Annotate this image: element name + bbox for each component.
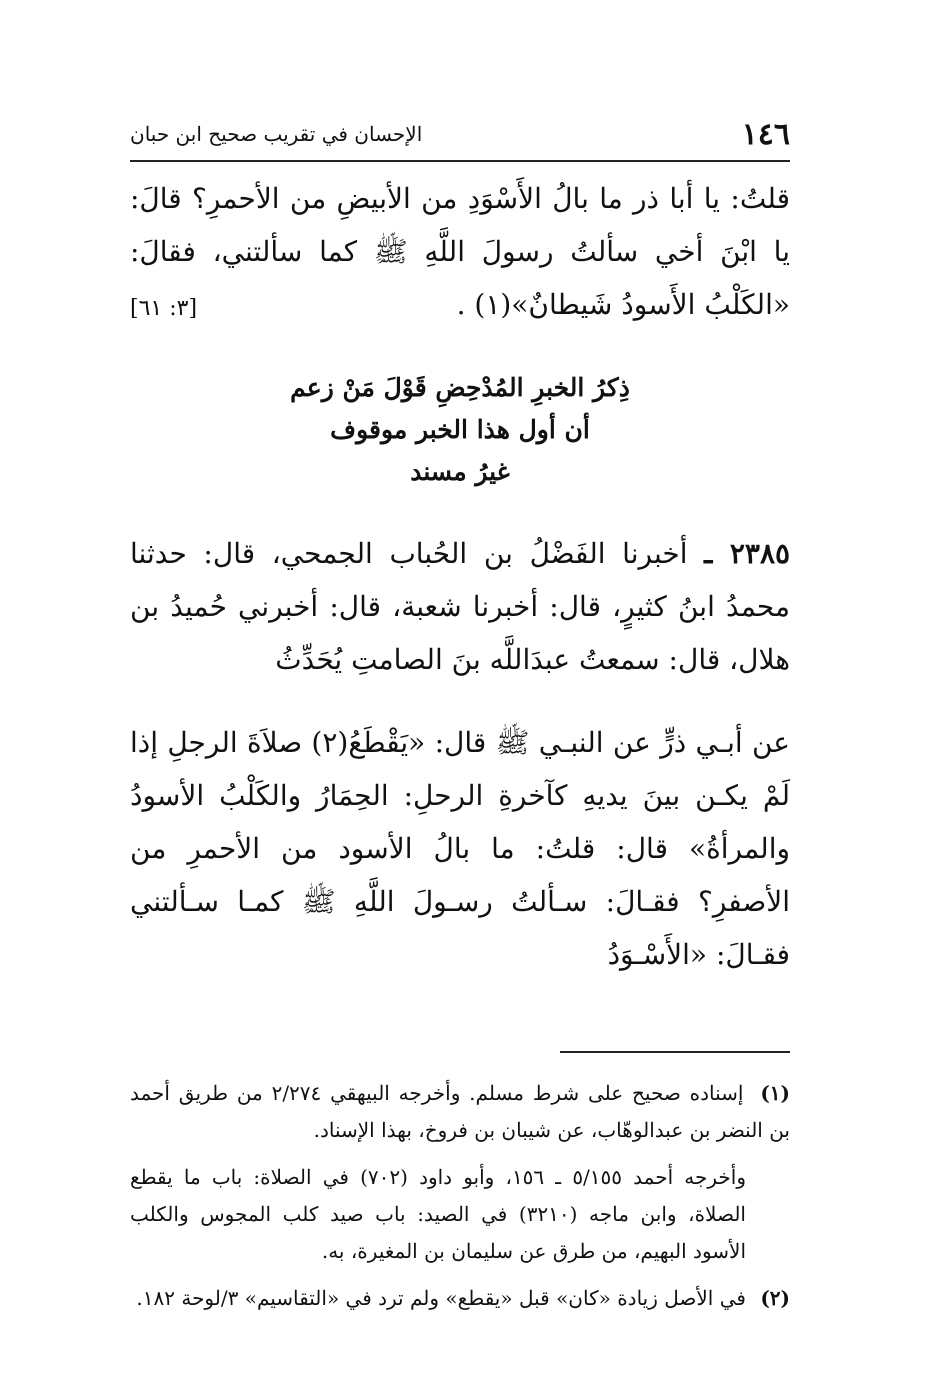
- footnote-1: [130, 1075, 790, 1149]
- running-title: الإحسان في تقريب صحيح ابن حبان: [130, 122, 423, 146]
- page-number: ١٤٦: [741, 116, 790, 152]
- opening-citation: [٣: ٦١]: [130, 296, 198, 321]
- chapter-heading: [130, 367, 790, 493]
- page-header: [130, 108, 790, 162]
- footnote-1-text: إسناده صحيح على شرط مسلم. وأخرجه البيهقي ٢/٢٧٤ من طريق أحمد بن النضر بن عبدالوهّاب، عن شيبان بن فروخ، بهذا الإسناد.: [130, 1081, 790, 1142]
- chapter-heading-line-1: ذِكرُ الخبرِ المُدْحِضِ قَوْلَ مَنْ زعم: [290, 373, 630, 402]
- opening-paragraph: [130, 172, 790, 331]
- hadith-matn-paragraph: [130, 716, 790, 981]
- opening-text: قلتُ: يا أبا ذر ما بالُ الأَسْوَدِ من الأبيضِ من الأحمرِ؟ قالَ: يا ابْنَ أخي سألتُ رسولَ اللَّهِ ﷺ كما سألتني، فقالَ: «الكَلْبُ الأَسودُ شَيطانٌ»(١) .: [130, 182, 790, 321]
- chapter-heading-line-3: غيرُ مسند: [410, 457, 510, 486]
- hadith-isnad-paragraph: [130, 527, 790, 686]
- footnote-2-text: في الأصل زيادة «كان» قبل «يقطع» ولم ترد في «التقاسيم» ٣/لوحة ١٨٢.: [136, 1286, 746, 1310]
- hadith-matn: عن أبـي ذرٍّ عن النبـي ﷺ قال: «يَقْطَعُ(٢) صلاَةَ الرجلِ إذا لَمْ يكـن بينَ يديهِ كآخرةِ الرحلِ: الحِمَارُ والكَلْبُ الأسودُ والمرأةُ» قال: قلتُ: ما بالُ الأسود من الأحمرِ من الأصفرِ؟ فقـالَ: سـألتُ رسـولَ اللَّهِ ﷺ كمـا سـألتني فقـالَ: «الأَسْـوَدُ: [130, 726, 790, 971]
- hadith-isnad: أخبرنا الفَضْلُ بن الحُباب الجمحي، قال: حدثنا محمدُ ابنُ كثيرٍ، قال: أخبرنا شعبة، قال: أخبرني حُميدُ بن هلال، قال: سمعتُ عبدَاللَّه بنَ الصامتِ يُحَدِّثُ: [130, 537, 790, 676]
- footnote-1-mark: (١): [760, 1081, 790, 1105]
- footnote-2: [130, 1280, 790, 1317]
- footnote-1-continuation: [130, 1159, 790, 1270]
- chapter-heading-line-2: أن أول هذا الخبر موقوف: [330, 415, 590, 444]
- hadith-number: ٢٣٨٥ ـ: [704, 537, 791, 570]
- footnote-1-continuation-text: وأخرجه أحمد ٥/١٥٥ ـ ١٥٦، وأبو داود (٧٠٢) في الصلاة: باب ما يقطع الصلاة، وابن ماجه (٣٢١٠) في الصيد: باب صيد كلب المجوس والكلب الأسود البهيم، من طرق عن سليمان بن المغيرة، به.: [130, 1165, 746, 1263]
- footnote-2-mark: (٢): [760, 1286, 790, 1310]
- book-page: [130, 108, 790, 1327]
- footnote-separator: [560, 1051, 790, 1053]
